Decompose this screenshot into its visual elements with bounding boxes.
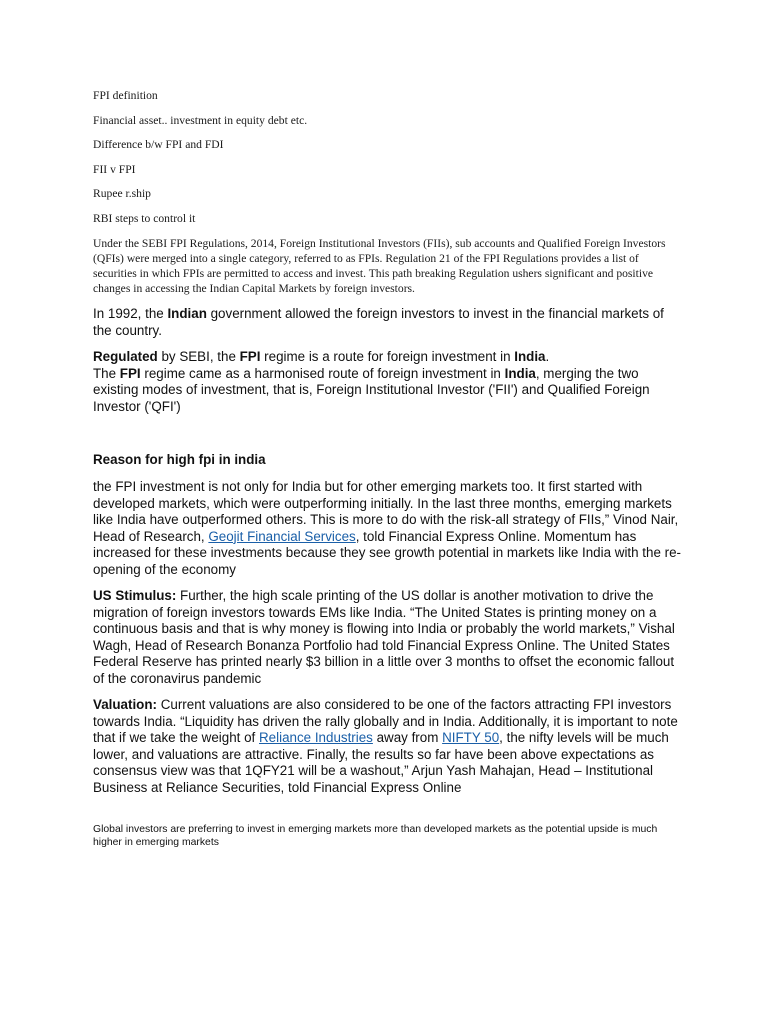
note-financial-asset: Financial asset.. investment in equity debt etc. [93, 114, 308, 127]
valuation-label: Valuation: [93, 697, 157, 712]
valuation-text-3: , the nifty levels will be much lower, and valuations are attractive. Finally, the results so far have been above expectations as consensus view was that 1QFY21 will be a washout,” Arjun Yash Mahajan, Head – Institutional Business at Reliance Securities, told Financial Express Online [93, 730, 669, 795]
regulated-bold-4: FPI [119, 365, 141, 381]
note-fpi-vs-fdi: Difference b/w FPI and FDI [93, 138, 224, 151]
paragraph-1992-bold: Indian [167, 306, 207, 321]
valuation-paragraph [93, 697, 683, 796]
reliance-industries-link[interactable]: Reliance Industries [259, 730, 373, 745]
note-fpi-definition: FPI definition [93, 89, 158, 102]
regulated-text-2: regime is a route for foreign investment in [260, 349, 515, 364]
note-rbi-steps: RBI steps to control it [93, 212, 196, 225]
global-investors-note: Global investors are preferring to invest in emerging markets more than developed markets as the potential upside is much higher in emerging markets [93, 824, 658, 848]
regulated-text-6: , merging the two existing modes of investment, that is, Foreign Institutional Investor ('FII') and Qualified Foreign Investor ('QFI') [93, 365, 650, 414]
us-stimulus-paragraph [93, 588, 683, 687]
regulated-bold-5: India [504, 365, 536, 381]
note-rupee-relationship: Rupee r.ship [93, 187, 151, 200]
nifty-50-link[interactable]: NIFTY 50 [442, 730, 500, 745]
us-stimulus-label: US Stimulus: [93, 588, 177, 603]
paragraph-1992-text-a: In 1992, the [93, 306, 168, 321]
reason-text-1: the FPI investment is not only for India but for other emerging markets too. It first started with developed markets, which were outperforming initially. In the last three months, emerging markets like India have outperformed others. This is more to do with the risk-all strategy of FIIs,” Vinod Nair, Head of Research, [93, 479, 679, 544]
reason-paragraph [93, 479, 683, 578]
regulated-bold-2: FPI [239, 349, 261, 364]
paragraph-1992-text-b: government allowed the foreign investors to invest in the financial markets of the country. [93, 306, 664, 338]
reason-heading: Reason for high fpi in india [93, 452, 266, 467]
regulated-bold-3: India [514, 349, 546, 364]
regulated-text-1: by SEBI, the [157, 349, 240, 364]
reason-text-2: , told Financial Express Online. Momentum has increased for these investments because they see growth potential in markets like India with the re-opening of the economy [93, 528, 682, 577]
geojit-link[interactable]: Geojit Financial Services [208, 528, 356, 544]
valuation-text-2: away from [372, 730, 443, 745]
regulated-text-5: regime came as a harmonised route of foreign investment in [140, 365, 505, 381]
note-fii-vs-fpi: FII v FPI [93, 163, 136, 176]
us-stimulus-text: Further, the high scale printing of the US dollar is another motivation to drive the migration of foreign investors towards EMs like India. “The United States is printing money on a continuous basis and that is why money is flowing into India or probably the world markets,” Vishal Wagh, Head of Research Bonanza Portfolio had told Financial Express Online. The United States Federal Reserve has printed nearly $3 billion in a little over 3 months to offset the economic fallout of the coronavirus pandemic [93, 588, 675, 686]
regulated-text-4: The [93, 365, 120, 381]
regulated-bold-1: Regulated [93, 349, 158, 364]
sebi-regulations-paragraph: Under the SEBI FPI Regulations, 2014, Foreign Institutional Investors (FIIs), sub accounts and Qualified Foreign Investors (QFIs) were merged into a single category, referred to as FPIs. Regulation 21 of the FPI Regulations provides a list of securities in which FPIs are permitted to access and invest. This path breaking Regulation ushers significant and positive changes in accessing the Indian Capital Markets by foreign investors. [93, 237, 666, 295]
regulated-paragraph [93, 349, 683, 415]
paragraph-1992 [93, 306, 683, 339]
valuation-text-1: Current valuations are also considered to be one of the factors attracting FPI investors towards India. “Liquidity has driven the rally globally and in India. Additionally, it is important to note that if we take the weight of [93, 697, 678, 745]
regulated-text-3: . [545, 349, 550, 364]
